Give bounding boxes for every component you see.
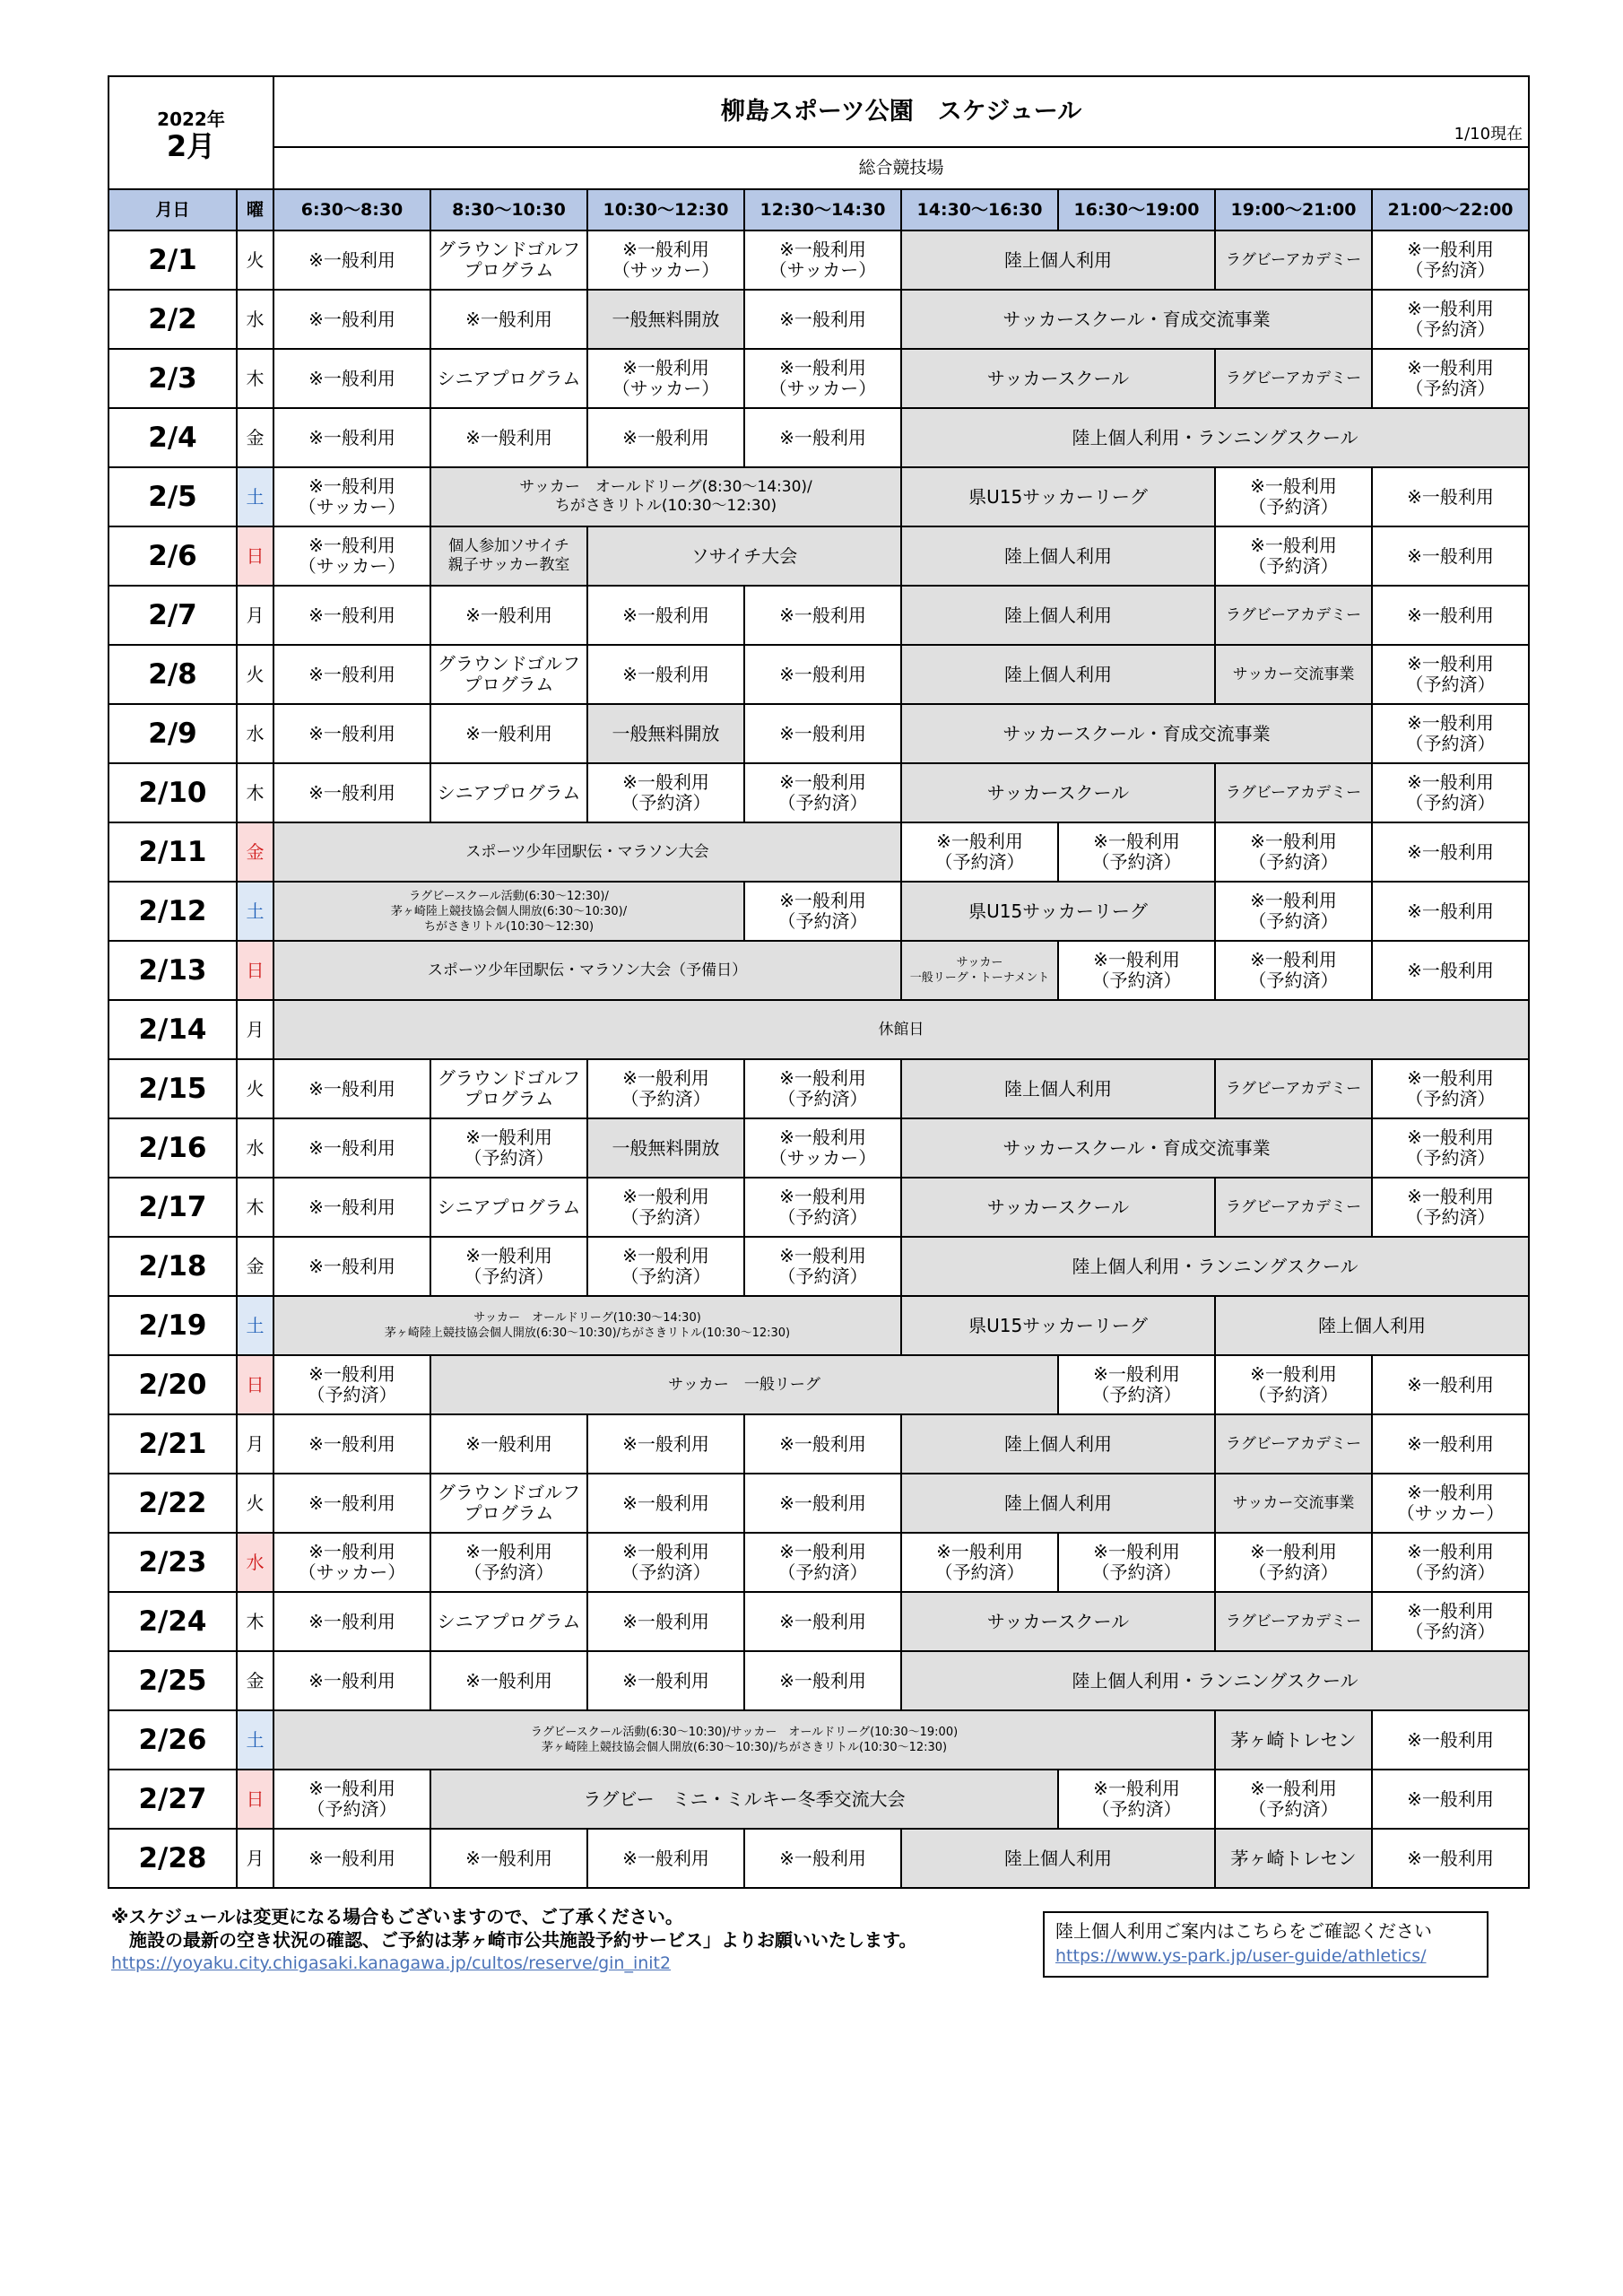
row-date: 2/15 — [108, 1059, 237, 1118]
schedule-cell: ※一般利用 （サッカー） — [273, 467, 430, 526]
schedule-row — [108, 467, 1529, 526]
schedule-cell: ※一般利用 — [1372, 882, 1529, 941]
schedule-cell: ※一般利用 — [273, 763, 430, 822]
column-header-slot: 12:30～14:30 — [744, 189, 901, 230]
schedule-cell: ※一般利用 — [587, 1474, 744, 1533]
schedule-cell: ※一般利用 （予約済） — [1058, 1533, 1215, 1592]
schedule-cell: ※一般利用 （サッカー） — [587, 230, 744, 290]
schedule-cell: ※一般利用 （予約済） — [1372, 290, 1529, 349]
row-date: 2/13 — [108, 941, 237, 1000]
row-date: 2/12 — [108, 882, 237, 941]
schedule-row — [108, 882, 1529, 941]
row-day-of-week: 土 — [237, 1296, 273, 1355]
schedule-cell: ※一般利用 （予約済） — [430, 1237, 587, 1296]
column-header-date: 月日 — [108, 189, 237, 230]
schedule-cell: ※一般利用 — [587, 586, 744, 645]
schedule-cell: ※一般利用 （予約済） — [1215, 941, 1372, 1000]
schedule-cell: ※一般利用 （予約済） — [1372, 1592, 1529, 1651]
row-date: 2/7 — [108, 586, 237, 645]
schedule-cell: ※一般利用 — [587, 1651, 744, 1710]
row-date: 2/9 — [108, 704, 237, 763]
schedule-cell: ※一般利用 （予約済） — [1372, 1533, 1529, 1592]
notes-section — [111, 1905, 1008, 1975]
schedule-cell: 茅ヶ崎トレセン — [1215, 1829, 1372, 1888]
schedule-cell: ※一般利用 — [273, 1118, 430, 1178]
column-header-slot: 16:30～19:00 — [1058, 189, 1215, 230]
column-header-slot: 6:30～8:30 — [273, 189, 430, 230]
year-month-cell — [108, 76, 273, 189]
schedule-cell: ※一般利用 — [587, 645, 744, 704]
schedule-cell: ※一般利用 （予約済） — [901, 822, 1058, 882]
schedule-row — [108, 586, 1529, 645]
row-day-of-week: 金 — [237, 408, 273, 467]
row-day-of-week: 火 — [237, 645, 273, 704]
schedule-cell: ラグビースクール活動(6:30～10:30)/サッカー オールドリーグ(10:30～19:00) 茅ヶ崎陸上競技協会個人開放(6:30～10:30)/ちがさきリトル(10:30～12:30) — [273, 1710, 1215, 1770]
schedule-cell: ※一般利用 — [430, 1651, 587, 1710]
schedule-cell: ※一般利用 — [744, 290, 901, 349]
schedule-cell: ※一般利用 — [430, 586, 587, 645]
schedule-cell: ※一般利用 — [744, 645, 901, 704]
schedule-cell: スポーツ少年団駅伝・マラソン大会 — [273, 822, 901, 882]
schedule-table — [108, 75, 1530, 1889]
schedule-cell: 陸上個人利用 — [901, 1414, 1215, 1474]
schedule-cell: ※一般利用 — [430, 704, 587, 763]
schedule-row — [108, 1829, 1529, 1888]
row-date: 2/14 — [108, 1000, 237, 1059]
schedule-cell: ※一般利用 （予約済） — [1215, 1770, 1372, 1829]
row-date: 2/1 — [108, 230, 237, 290]
schedule-cell: 県U15サッカーリーグ — [901, 882, 1215, 941]
schedule-cell: ※一般利用 （予約済） — [744, 1237, 901, 1296]
row-date: 2/23 — [108, 1533, 237, 1592]
schedule-cell: ラグビーアカデミー — [1215, 1059, 1372, 1118]
schedule-cell: 陸上個人利用 — [901, 1829, 1215, 1888]
row-day-of-week: 水 — [237, 704, 273, 763]
schedule-cell: ※一般利用 — [587, 1592, 744, 1651]
row-day-of-week: 火 — [237, 1059, 273, 1118]
row-date: 2/11 — [108, 822, 237, 882]
schedule-cell: ※一般利用 （予約済） — [744, 1533, 901, 1592]
schedule-cell: 県U15サッカーリーグ — [901, 467, 1215, 526]
row-date: 2/20 — [108, 1355, 237, 1414]
schedule-cell: 陸上個人利用 — [1215, 1296, 1529, 1355]
schedule-cell: サッカー オールドリーグ(8:30～14:30)/ ちがさきリトル(10:30～12:30) — [430, 467, 901, 526]
row-day-of-week: 日 — [237, 526, 273, 586]
schedule-cell: ※一般利用 （予約済） — [1372, 704, 1529, 763]
schedule-cell: ※一般利用 — [744, 408, 901, 467]
row-day-of-week: 水 — [237, 290, 273, 349]
schedule-row — [108, 704, 1529, 763]
schedule-cell: サッカー オールドリーグ(10:30～14:30) 茅ヶ崎陸上競技協会個人開放(6:30～10:30)/ちがさきリトル(10:30～12:30) — [273, 1296, 901, 1355]
schedule-cell: ※一般利用 — [744, 1651, 901, 1710]
schedule-cell: ※一般利用 — [273, 1474, 430, 1533]
schedule-cell: ※一般利用 — [430, 1414, 587, 1474]
schedule-cell: ※一般利用 — [744, 1829, 901, 1888]
schedule-cell: ※一般利用 （予約済） — [744, 1178, 901, 1237]
row-date: 2/8 — [108, 645, 237, 704]
schedule-row — [108, 1414, 1529, 1474]
schedule-cell: ※一般利用 — [587, 1414, 744, 1474]
schedule-row — [108, 1237, 1529, 1296]
schedule-cell: 陸上個人利用 — [901, 526, 1215, 586]
schedule-cell: ※一般利用 （予約済） — [430, 1118, 587, 1178]
schedule-cell: ※一般利用 — [273, 1651, 430, 1710]
row-day-of-week: 月 — [237, 1829, 273, 1888]
schedule-row — [108, 408, 1529, 467]
schedule-row — [108, 1118, 1529, 1178]
schedule-cell: ※一般利用 （サッカー） — [273, 1533, 430, 1592]
schedule-cell: ※一般利用 — [744, 1474, 901, 1533]
schedule-cell: ※一般利用 — [273, 645, 430, 704]
title-cell — [273, 76, 1529, 147]
schedule-cell: ※一般利用 — [1372, 1414, 1529, 1474]
row-date: 2/4 — [108, 408, 237, 467]
schedule-cell: ※一般利用 （予約済） — [1058, 1355, 1215, 1414]
schedule-cell: ※一般利用 — [273, 704, 430, 763]
row-day-of-week: 木 — [237, 1592, 273, 1651]
schedule-row — [108, 1651, 1529, 1710]
row-day-of-week: 土 — [237, 1710, 273, 1770]
schedule-cell: ソサイチ大会 — [587, 526, 901, 586]
schedule-cell: 陸上個人利用 — [901, 230, 1215, 290]
schedule-cell: ※一般利用 （予約済） — [1372, 349, 1529, 408]
row-day-of-week: 日 — [237, 1355, 273, 1414]
schedule-row — [108, 822, 1529, 882]
reservation-link[interactable]: https://yoyaku.city.chigasaki.kanagawa.jp/cultos/reserve/gin_init2 — [111, 1953, 672, 1973]
schedule-row — [108, 526, 1529, 586]
schedule-cell: ※一般利用 — [430, 1829, 587, 1888]
schedule-cell: ※一般利用 （予約済） — [1215, 1533, 1372, 1592]
schedule-cell: ※一般利用 — [273, 1178, 430, 1237]
schedule-cell: ※一般利用 （予約済） — [1372, 230, 1529, 290]
schedule-cell: 一般無料開放 — [587, 1118, 744, 1178]
schedule-cell: サッカースクール — [901, 349, 1215, 408]
schedule-cell: ※一般利用 （予約済） — [901, 1533, 1058, 1592]
schedule-cell: グラウンドゴルフ プログラム — [430, 230, 587, 290]
schedule-cell: ※一般利用 — [744, 704, 901, 763]
schedule-cell: サッカースクール — [901, 763, 1215, 822]
schedule-cell: ※一般利用 — [273, 1592, 430, 1651]
schedule-row — [108, 1059, 1529, 1118]
schedule-cell: 一般無料開放 — [587, 290, 744, 349]
row-date: 2/21 — [108, 1414, 237, 1474]
schedule-cell: ラグビーアカデミー — [1215, 1592, 1372, 1651]
schedule-cell: ※一般利用 （予約済） — [1058, 822, 1215, 882]
schedule-cell: ※一般利用 — [1372, 1829, 1529, 1888]
schedule-cell: 茅ヶ崎トレセン — [1215, 1710, 1372, 1770]
row-date: 2/10 — [108, 763, 237, 822]
row-day-of-week: 土 — [237, 882, 273, 941]
schedule-cell: グラウンドゴルフ プログラム — [430, 1474, 587, 1533]
schedule-cell: ※一般利用 （予約済） — [1372, 763, 1529, 822]
schedule-cell: ラグビーアカデミー — [1215, 763, 1372, 822]
schedule-row — [108, 645, 1529, 704]
row-date: 2/18 — [108, 1237, 237, 1296]
schedule-cell: ※一般利用 — [1372, 467, 1529, 526]
schedule-cell: ※一般利用 — [430, 290, 587, 349]
schedule-cell: 陸上個人利用・ランニングスクール — [901, 408, 1529, 467]
row-day-of-week: 金 — [237, 1237, 273, 1296]
row-date: 2/25 — [108, 1651, 237, 1710]
row-day-of-week: 月 — [237, 1000, 273, 1059]
schedule-cell: グラウンドゴルフ プログラム — [430, 1059, 587, 1118]
schedule-row — [108, 763, 1529, 822]
schedule-cell: ※一般利用 — [1372, 1355, 1529, 1414]
column-header-row — [108, 189, 1529, 230]
row-date: 2/24 — [108, 1592, 237, 1651]
schedule-cell: ラグビーアカデミー — [1215, 230, 1372, 290]
schedule-cell: ※一般利用 （予約済） — [430, 1533, 587, 1592]
schedule-cell: シニアプログラム — [430, 1178, 587, 1237]
schedule-row — [108, 1296, 1529, 1355]
row-day-of-week: 土 — [237, 467, 273, 526]
row-day-of-week: 木 — [237, 349, 273, 408]
schedule-cell: ※一般利用 （予約済） — [744, 882, 901, 941]
note-change-notice: ※スケジュールは変更になる場合もございますので、ご了承ください。 — [111, 1906, 683, 1927]
schedule-cell: サッカースクール — [901, 1178, 1215, 1237]
schedule-cell: ※一般利用 （予約済） — [1058, 1770, 1215, 1829]
schedule-cell: グラウンドゴルフ プログラム — [430, 645, 587, 704]
schedule-cell: ※一般利用 （予約済） — [1215, 1355, 1372, 1414]
row-day-of-week: 月 — [237, 586, 273, 645]
schedule-cell: ※一般利用 — [273, 1829, 430, 1888]
schedule-cell: ※一般利用 （予約済） — [587, 1178, 744, 1237]
column-header-slot: 19:00～21:00 — [1215, 189, 1372, 230]
schedule-cell: ラグビーアカデミー — [1215, 349, 1372, 408]
schedule-cell: サッカー 一般リーグ — [430, 1355, 1058, 1414]
schedule-cell: サッカースクール — [901, 1592, 1215, 1651]
schedule-cell: ※一般利用 — [1372, 1710, 1529, 1770]
schedule-cell: スポーツ少年団駅伝・マラソン大会（予備日） — [273, 941, 901, 1000]
schedule-cell: ※一般利用 — [744, 1592, 901, 1651]
row-day-of-week: 火 — [237, 1474, 273, 1533]
schedule-cell: ※一般利用 （サッカー） — [587, 349, 744, 408]
schedule-cell: 陸上個人利用 — [901, 645, 1215, 704]
schedule-cell: 陸上個人利用・ランニングスクール — [901, 1651, 1529, 1710]
schedule-cell: ※一般利用 （予約済） — [1372, 645, 1529, 704]
schedule-cell: 陸上個人利用 — [901, 1474, 1215, 1533]
schedule-cell: サッカースクール・育成交流事業 — [901, 290, 1372, 349]
schedule-cell: ※一般利用 — [744, 586, 901, 645]
schedule-cell: シニアプログラム — [430, 763, 587, 822]
schedule-cell: ※一般利用 — [273, 290, 430, 349]
schedule-cell: ラグビー ミニ・ミルキー冬季交流大会 — [430, 1770, 1058, 1829]
month-label: 2月 — [166, 129, 216, 163]
schedule-row — [108, 1474, 1529, 1533]
schedule-cell: ラグビーアカデミー — [1215, 1178, 1372, 1237]
as-of-date: 1/10現在 — [1454, 124, 1523, 144]
schedule-cell: ※一般利用 — [1372, 941, 1529, 1000]
schedule-cell: ラグビーアカデミー — [1215, 1414, 1372, 1474]
schedule-cell: ※一般利用 （予約済） — [273, 1770, 430, 1829]
schedule-cell: ※一般利用 （予約済） — [587, 1237, 744, 1296]
schedule-cell: ※一般利用 — [273, 586, 430, 645]
year-label: 2022年 — [157, 109, 225, 130]
column-header-slot: 14:30～16:30 — [901, 189, 1058, 230]
schedule-cell: ※一般利用 （サッカー） — [744, 349, 901, 408]
schedule-cell: 休館日 — [273, 1000, 1529, 1059]
schedule-cell: ※一般利用 （サッカー） — [744, 1118, 901, 1178]
schedule-row — [108, 1592, 1529, 1651]
schedule-cell: サッカー交流事業 — [1215, 645, 1372, 704]
schedule-sheet — [108, 75, 1530, 1889]
schedule-cell: ※一般利用 （予約済） — [1058, 941, 1215, 1000]
athletics-info-box — [1043, 1911, 1488, 1978]
row-day-of-week: 日 — [237, 1770, 273, 1829]
note-reservation-notice: 施設の最新の空き状況の確認、ご予約は茅ヶ崎市公共施設予約サービス」よりお願いいたします。 — [111, 1929, 917, 1951]
schedule-cell: サッカースクール・育成交流事業 — [901, 704, 1372, 763]
schedule-cell: ラグビースクール活動(6:30～12:30)/ 茅ヶ崎陸上競技協会個人開放(6:30～10:30)/ ちがさきリトル(10:30～12:30) — [273, 882, 744, 941]
schedule-row — [108, 349, 1529, 408]
schedule-cell: ※一般利用 （予約済） — [587, 1059, 744, 1118]
athletics-info-text: 陸上個人利用ご案内はこちらをご確認ください — [1055, 1920, 1432, 1942]
schedule-cell: ※一般利用 （予約済） — [744, 763, 901, 822]
schedule-cell: シニアプログラム — [430, 1592, 587, 1651]
schedule-cell: 一般無料開放 — [587, 704, 744, 763]
schedule-cell: ※一般利用 — [273, 408, 430, 467]
row-date: 2/17 — [108, 1178, 237, 1237]
schedule-cell: ※一般利用 — [587, 408, 744, 467]
schedule-cell: ※一般利用 — [1372, 586, 1529, 645]
schedule-cell: ※一般利用 — [273, 1059, 430, 1118]
schedule-cell: ※一般利用 — [744, 1414, 901, 1474]
schedule-row — [108, 1355, 1529, 1414]
row-day-of-week: 木 — [237, 1178, 273, 1237]
row-day-of-week: 木 — [237, 763, 273, 822]
schedule-cell: ※一般利用 — [273, 1237, 430, 1296]
schedule-cell: 個人参加ソサイチ 親子サッカー教室 — [430, 526, 587, 586]
schedule-row — [108, 290, 1529, 349]
schedule-cell: ※一般利用 （予約済） — [273, 1355, 430, 1414]
schedule-cell: ※一般利用 （予約済） — [1215, 882, 1372, 941]
schedule-cell: シニアプログラム — [430, 349, 587, 408]
row-day-of-week: 月 — [237, 1414, 273, 1474]
column-header-dow: 曜 — [237, 189, 273, 230]
row-date: 2/27 — [108, 1770, 237, 1829]
row-date: 2/28 — [108, 1829, 237, 1888]
schedule-cell: ※一般利用 — [1372, 526, 1529, 586]
page-title: 柳島スポーツ公園 スケジュール — [720, 97, 1082, 126]
schedule-cell: ※一般利用 — [273, 349, 430, 408]
row-date: 2/26 — [108, 1710, 237, 1770]
athletics-info-link[interactable]: https://www.ys-park.jp/user-guide/athletics/ — [1055, 1946, 1427, 1966]
row-day-of-week: 火 — [237, 230, 273, 290]
row-day-of-week: 水 — [237, 1533, 273, 1592]
row-date: 2/3 — [108, 349, 237, 408]
column-header-slot: 10:30～12:30 — [587, 189, 744, 230]
column-header-slot: 21:00～22:00 — [1372, 189, 1529, 230]
row-date: 2/2 — [108, 290, 237, 349]
schedule-row — [108, 1770, 1529, 1829]
schedule-cell: ※一般利用 （予約済） — [587, 763, 744, 822]
row-day-of-week: 金 — [237, 1651, 273, 1710]
schedule-cell: 陸上個人利用 — [901, 1059, 1215, 1118]
schedule-cell: ※一般利用 — [273, 1414, 430, 1474]
schedule-cell: ※一般利用 （予約済） — [1372, 1059, 1529, 1118]
schedule-row — [108, 230, 1529, 290]
schedule-cell: ※一般利用 （サッカー） — [744, 230, 901, 290]
schedule-row — [108, 1178, 1529, 1237]
schedule-cell: ※一般利用 （予約済） — [587, 1533, 744, 1592]
row-day-of-week: 水 — [237, 1118, 273, 1178]
row-date: 2/6 — [108, 526, 237, 586]
schedule-cell: ※一般利用 — [430, 408, 587, 467]
row-date: 2/19 — [108, 1296, 237, 1355]
row-date: 2/16 — [108, 1118, 237, 1178]
schedule-cell: 県U15サッカーリーグ — [901, 1296, 1215, 1355]
venue-name: 総合競技場 — [273, 147, 1529, 189]
schedule-cell: 陸上個人利用・ランニングスクール — [901, 1237, 1529, 1296]
schedule-cell: ※一般利用 （予約済） — [1372, 1178, 1529, 1237]
schedule-cell: ※一般利用 （予約済） — [1372, 1118, 1529, 1178]
schedule-cell: ※一般利用 — [1372, 1770, 1529, 1829]
schedule-cell: ※一般利用 — [587, 1829, 744, 1888]
schedule-cell: ※一般利用 （サッカー） — [1372, 1474, 1529, 1533]
schedule-row — [108, 1000, 1529, 1059]
column-header-slot: 8:30～10:30 — [430, 189, 587, 230]
row-day-of-week: 日 — [237, 941, 273, 1000]
row-day-of-week: 金 — [237, 822, 273, 882]
schedule-cell: ※一般利用 （予約済） — [1215, 526, 1372, 586]
schedule-cell: サッカー交流事業 — [1215, 1474, 1372, 1533]
schedule-cell: ※一般利用 — [273, 230, 430, 290]
schedule-cell: ※一般利用 （予約済） — [1215, 822, 1372, 882]
row-date: 2/5 — [108, 467, 237, 526]
row-date: 2/22 — [108, 1474, 237, 1533]
schedule-row — [108, 1710, 1529, 1770]
schedule-cell: サッカースクール・育成交流事業 — [901, 1118, 1372, 1178]
schedule-cell: 陸上個人利用 — [901, 586, 1215, 645]
schedule-cell: サッカー 一般リーグ・トーナメント — [901, 941, 1058, 1000]
schedule-cell: ※一般利用 （予約済） — [1215, 467, 1372, 526]
schedule-cell: ※一般利用 （サッカー） — [273, 526, 430, 586]
schedule-row — [108, 941, 1529, 1000]
schedule-cell: ※一般利用 （予約済） — [744, 1059, 901, 1118]
schedule-cell: ラグビーアカデミー — [1215, 586, 1372, 645]
schedule-cell: ※一般利用 — [1372, 822, 1529, 882]
schedule-row — [108, 1533, 1529, 1592]
